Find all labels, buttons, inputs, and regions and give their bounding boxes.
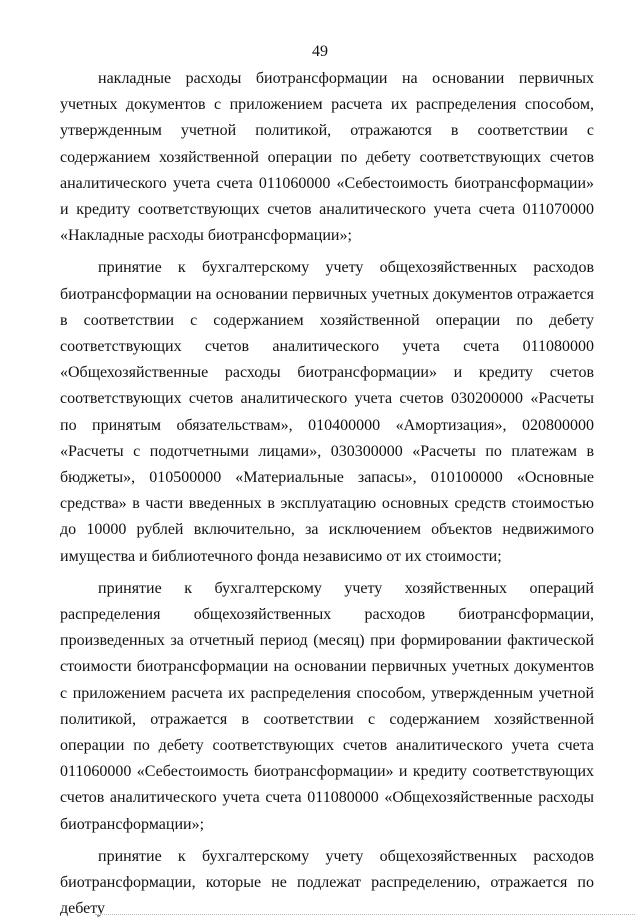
document-body [60, 66, 594, 923]
page-bottom-edge [95, 914, 635, 915]
paragraph-general-expenses-distribution: принятие к бухгалтерскому учету хозяйственных операций распределения общехозяйственных расходов биотрансформации, произведенных за отчетный период (месяц) при формировании фактической стоимости биотрансформации на основании первичных учетных документов с приложением расчета их распределения способом, утвержденным учетной политикой, отражается в соответствии с содержанием хозяйственной операции по дебету соответствующих счетов аналитического учета счета 011060000 «Себестоимость биотрансформации» и кредиту соответствующих счетов аналитического учета счета 011080000 «Общехозяйственные расходы биотрансформации»; [60, 579, 594, 833]
paragraph-undistributed-expenses: принятие к бухгалтерскому учету общехозяйственных расходов биотрансформации, которые не подлежат распределению, отражается по дебету [60, 847, 594, 918]
paragraph-general-expenses-accounting: принятие к бухгалтерскому учету общехозяйственных расходов биотрансформации на основании первичных учетных документов отражается в соответствии с содержанием хозяйственной операции по дебету соответствующих счетов аналитического учета счета 011080000 «Общехозяйственные расходы биотрансформации» и кредиту счетов соответствующих счетов аналитического учета счетов 030200000 «Расчеты по принятым обязательствам», 010400000 «Амортизация», 020800000 «Расчеты с подотчетными лицами», 030300000 «Расчеты по платежам в бюджеты», 010500000 «Материальные запасы», 010100000 «Основные средства» в части введенных в эксплуатацию основных средств стоимостью до 10000 рублей включительно, за исключением объектов недвижимого имущества и библиотечного фонда независимо от их стоимости; [60, 259, 594, 565]
page-number: 49 [312, 43, 328, 60]
paragraph-overhead-costs: накладные расходы биотрансформации на основании первичных учетных документов с приложением расчета их распределения способом, утвержденным учетной политикой, отражаются в соответствии с содержанием хозяйственной операции по дебету соответствующих счетов аналитического учета счета 011060000 «Себестоимость биотрансформации» и кредиту соответствующих счетов аналитического учета счета 011070000 «Накладные расходы биотрансформации»; [60, 70, 594, 245]
